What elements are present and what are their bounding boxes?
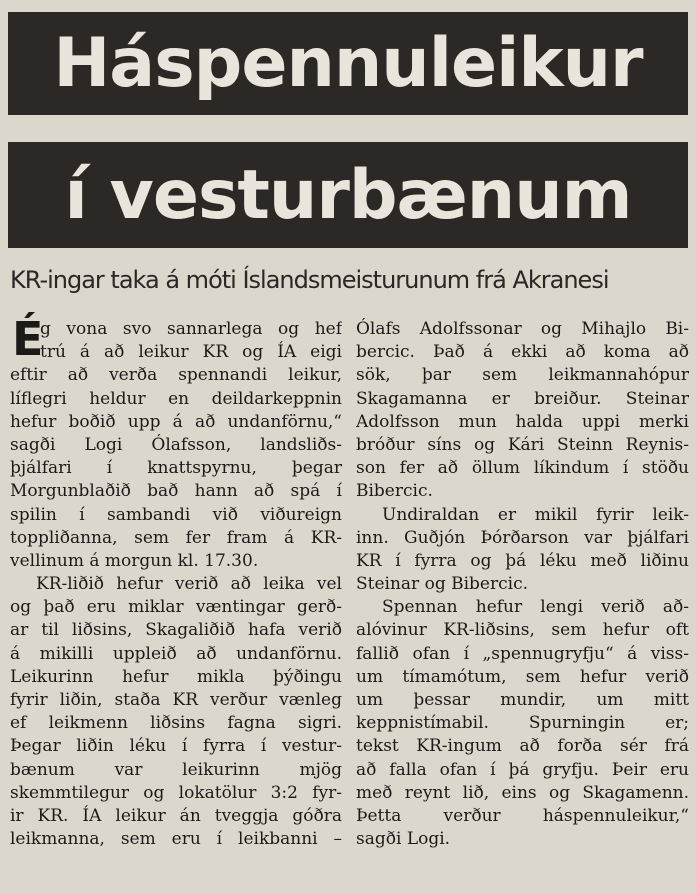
text-line: að falla ofan í þá gryfju. Þeir eru [356,759,689,780]
text-line: toppliðanna, sem fer fram á KR- [10,527,342,548]
text-line: fyrir liðin, staða KR verður vænleg [10,690,342,710]
text-line: ir KR. ÍA leikur án tveggja góðra [10,805,342,826]
text-line: alóvinur KR-liðsins, sem hefur oft [356,620,689,641]
text-line: bercic. Það á ekki að koma að [356,342,689,363]
text-line: á mikilli uppleið að undanförnu. [10,643,342,664]
text-line: bróður síns og Kári Steinn Reynis- [356,434,689,455]
text-line: sagði Logi Ólafsson, landsliðs- [10,434,342,455]
article-column-left [10,312,342,851]
text-line: eftir að verða spennandi leikur, [10,365,342,386]
headline-line-1: Háspennuleikur [8,12,688,115]
text-line: og það eru miklar væntingar gerð- [10,597,342,618]
subheading: KR-ingar taka á móti Íslandsmeisturunum frá Akranesi [10,266,609,294]
text-line: sök, þar sem leikmannahópur [356,365,689,386]
text-line: spilin í sambandi við viðureign [10,504,342,525]
text-line: þjálfari í knattspyrnu, þegar [10,458,342,479]
text-line: vellinum á morgun kl. 17.30. [10,550,259,571]
text-line: trú á að leikur KR og ÍA eigi [40,342,342,363]
text-line: Ólafs Adolfssonar og Mihajlo Bi- [356,319,689,339]
text-line: KR-liðið hefur verið að leika vel [36,574,342,595]
text-line: Leikurinn hefur mikla þýðingu [10,666,342,687]
text-line: um tímamótum, sem hefur verið [356,666,689,687]
text-line: Undiraldan er mikil fyrir leik- [382,504,689,525]
text-line: ar til liðsins, Skagaliðið hafa verið [10,620,342,641]
text-line: sagði Logi. [356,829,451,850]
text-line: líflegri heldur en deildarkeppnin [10,388,342,409]
text-line: ef leikmenn liðsins fagna sigri. [10,713,342,734]
text-line: leikmanna, sem eru í leikbanni – [10,829,342,850]
text-line: fallið ofan í „spennugryfju“ á viss- [356,643,689,664]
text-line: bænum var leikurinn mjög [10,759,342,780]
text-line: Þegar liðin léku í fyrra í vestur- [10,736,342,757]
text-line: g vona svo sannarlega og hef [40,319,342,339]
text-line: Þetta verður háspennuleikur,“ [356,805,689,826]
text-line: um þessar mundir, um mitt [356,690,689,710]
text-line: með reynt lið, eins og Skagamenn. [356,782,689,803]
text-line: son fer að öllum líkindum í stöðu [356,458,689,479]
text-line: Spennan hefur lengi verið að- [382,597,689,618]
text-line: Bibercic. [356,481,433,502]
text-line: tekst KR-ingum að forða sér frá [356,736,689,757]
text-line: Adolfsson mun halda uppi merki [356,411,689,432]
text-line: skemmtilegur og lokatölur 3:2 fyr- [10,782,342,803]
text-line: keppnistímabil. Spurningin er; [356,713,689,734]
text-line: Steinar og Bibercic. [356,574,528,595]
article-column-right [356,318,689,851]
text-line: Morgunblaðið bað hann að spá í [10,481,342,502]
text-line: hefur boðið upp á að undanförnu,“ [10,411,342,432]
headline-line-2: í vesturbænum [8,142,688,248]
text-line: inn. Guðjón Þórðarson var þjálfari [356,527,689,548]
drop-cap: É [12,312,44,366]
text-line: KR í fyrra og þá léku með liðinu [356,550,689,571]
text-line: Skagamanna er breiður. Steinar [356,388,689,409]
